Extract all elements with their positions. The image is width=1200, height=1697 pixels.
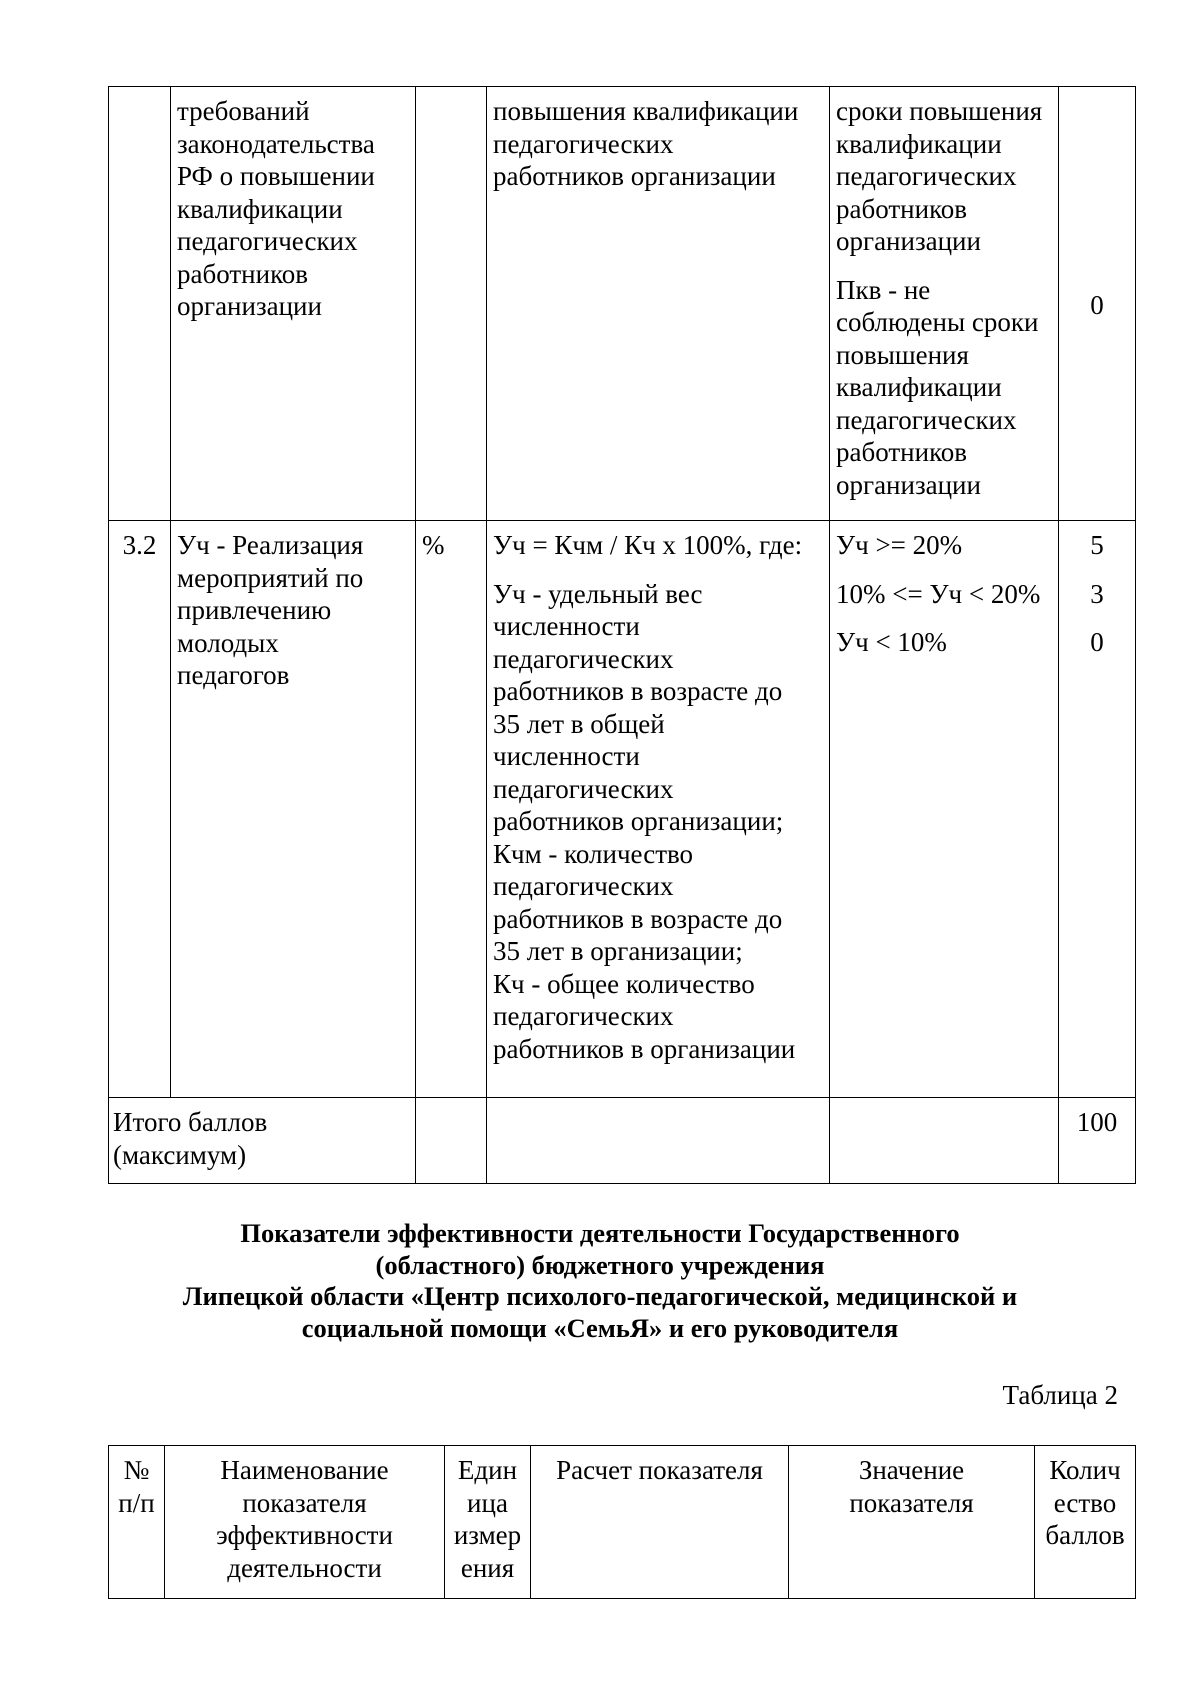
header-calculation: Расчет показателя	[531, 1446, 789, 1599]
header-unit: Един ица измер ения	[445, 1446, 531, 1599]
header-num: № п/п	[109, 1446, 165, 1599]
cell-score: 0	[1059, 87, 1136, 521]
section-heading: Показатели эффективности деятельности Государственного (областного) бюджетного учреждения Липецкой области «Центр психолого-педагогической, медицинской и социальной помощи «СемьЯ» и его руководителя	[182, 1218, 1018, 1343]
cell-value: Уч >= 20% 10% <= Уч < 20% Уч < 10%	[830, 521, 1059, 1098]
cell-calculation	[487, 1098, 830, 1184]
cell-total-score: 100	[1059, 1098, 1136, 1184]
cell-calculation: повышения квалификации педагогических работников организации	[487, 87, 830, 521]
cell-value: сроки повышения квалификации педагогических работников организации Пкв - не соблюдены сроки повышения квалификации педагогических работников организации	[830, 87, 1059, 521]
indicators-table-2-header	[108, 1445, 1136, 1599]
table-row-total	[109, 1098, 1136, 1184]
header-score: Колич ество баллов	[1035, 1446, 1136, 1599]
cell-unit	[416, 1098, 487, 1184]
cell-num	[109, 87, 171, 521]
indicators-table-continued	[108, 86, 1136, 1184]
cell-indicator-name: требований законодательства РФ о повышении квалификации педагогических работников организации	[171, 87, 416, 521]
cell-calculation: Уч = Кчм / Кч x 100%, где: Уч - удельный вес численности педагогических работников в возрасте до 35 лет в общей численности педагогических работников организации; Кчм - количество педагогических работников в возрасте до 35 лет в организации; Кч - общее количество педагогических работников в организации	[487, 521, 830, 1098]
cell-value	[830, 1098, 1059, 1184]
cell-indicator-name: Уч - Реализация мероприятий по привлечению молодых педагогов	[171, 521, 416, 1098]
table-label: Таблица 2	[1002, 1380, 1118, 1410]
cell-total-label: Итого баллов (максимум)	[109, 1098, 416, 1184]
table-row-3-2	[109, 521, 1136, 1098]
table-row-continuation	[109, 87, 1136, 521]
cell-unit	[416, 87, 487, 521]
table-header-row	[109, 1446, 1136, 1599]
cell-unit: %	[416, 521, 487, 1098]
header-value: Значение показателя	[789, 1446, 1035, 1599]
cell-score: 5 3 0	[1059, 521, 1136, 1098]
header-indicator-name: Наименование показателя эффективности деятельности	[165, 1446, 445, 1599]
cell-num: 3.2	[109, 521, 171, 1098]
